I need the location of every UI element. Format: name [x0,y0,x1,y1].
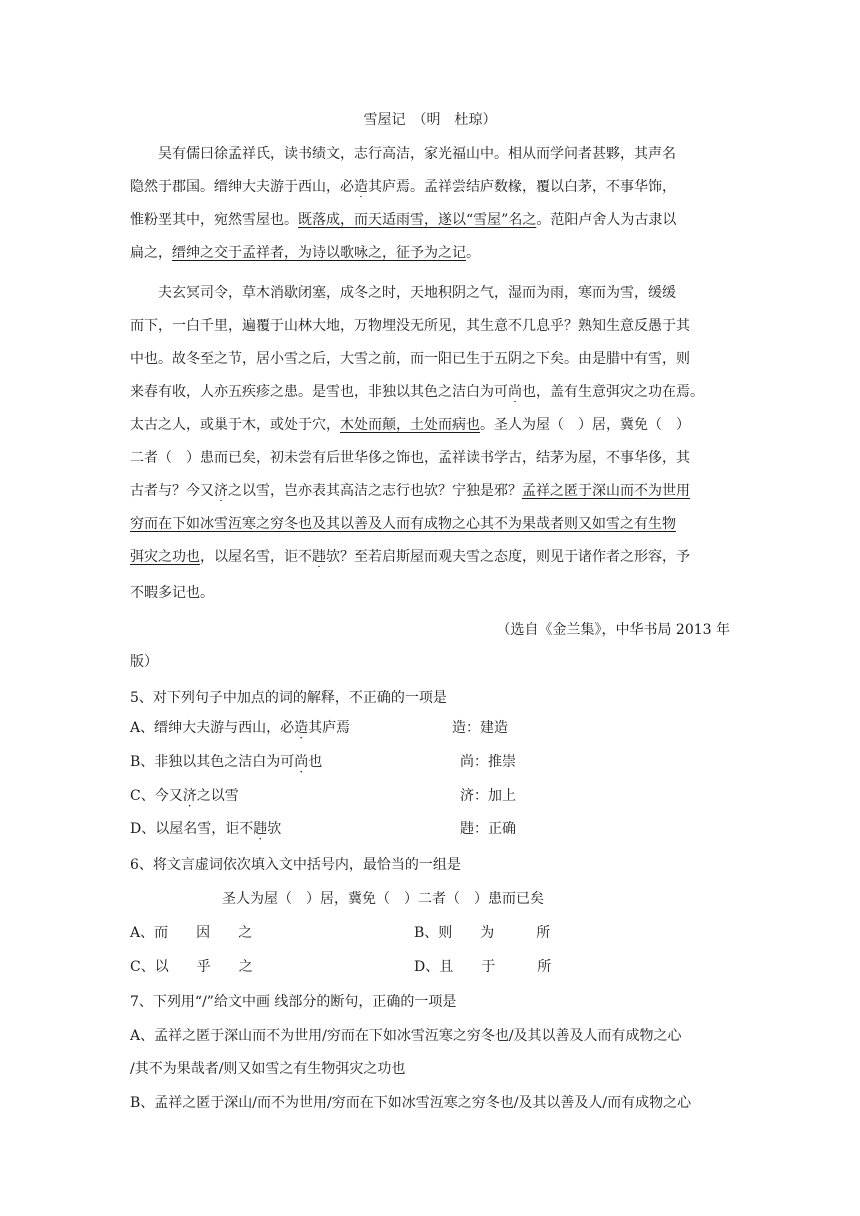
underlined-phrase: 穷而在下如冰雪沍寒之穷冬也及其以善及人而有成物之心其不为果哉者则又如雪之有生物 [130,516,676,532]
underlined-phrase: 既落成，而天适雨雪，遂以“雪屋”名之 [298,212,537,228]
para1-line3: 惟粉垩其中，宛然雪屋也。既落成，而天适雨雪，遂以“雪屋”名之。范阳卢舍人为古隶以 [130,212,677,228]
underlined-phrase: 弭灾之功也 [130,549,200,565]
q5-option-c-explanation: 济：加上 [460,788,516,804]
q5-stem: 5、对下列句子中加点的词的解释，不正确的一项是 [130,690,447,706]
q5-option-a: A、缙绅大夫游与西山，必造其庐焉 [130,720,351,736]
q5-option-c: C、今又济之以雪 [130,788,239,804]
dotted-char: 尚 [508,384,522,400]
dotted-char: 韪 [253,821,268,837]
q7-option-a-line1: A、孟祥之匿于深山而不为世用/穷而在下如冰雪沍寒之穷冬也/及其以善及人而有成物之心 [130,1028,682,1044]
q5-option-b-explanation: 尚：推崇 [460,754,516,770]
dotted-char: 济 [182,788,197,804]
q6-option-a: A、而 因 之 [130,925,253,941]
source-citation-cont: 版） [130,654,158,670]
dotted-char: 造 [294,720,309,736]
dotted-char: 济 [214,483,228,499]
q5-option-a-explanation: 造：建造 [452,720,508,736]
q7-stem: 7、下列用“/”给文中画 线部分的断句，正确的一项是 [130,994,457,1010]
para2-line6: 二者（ ）患而已矣，初未尝有后世华侈之饰也，孟祥读书学古，结茅为屋，不事华侈，其 [130,450,690,466]
q5-option-b: B、非独以其色之洁白为可尚也 [130,754,323,770]
underlined-phrase: 缙绅之交于孟祥者，为诗以歌咏之，征予为之记 [172,245,466,261]
q6-option-b: B、则 为 所 [414,925,551,941]
q6-option-d: D、且 于 所 [414,959,552,975]
source-citation: （选自《金兰集》，中华书局 2013 年 [496,622,730,638]
para2-line9: 弭灾之功也，以屋名雪，讵不韪欤？至若启斯屋而观夫雪之态度，则见于诸作者之形容，予 [130,549,690,565]
para2-line7: 古者与？今又济之以雪，岂亦表其高洁之志行也欤？宁独是邪？孟祥之匿于深山而不为世用 [130,483,690,499]
para1-line2: 隐然于郡国。缙绅大夫游于西山，必造其庐焉。孟祥尝结庐数椽，覆以白茅，不事华饰， [130,179,676,195]
q6-sentence: 圣人为屋（ ）居，冀免（ ）二者（ ）患而已矣 [222,891,544,907]
underlined-phrase: 孟祥之匿于深山而不为世用 [522,483,690,499]
q7-option-a-line2: /其不为果哉者/则又如雪之有生物弭灾之功也 [130,1061,406,1077]
q5-option-d: D、以屋名雪，讵不韪欤 [130,821,282,837]
para2-line2: 而下，一白千里，遍覆于山林大地，万物埋没无所见，其生意不几息乎？熟知生意反愚于其 [130,318,690,334]
dotted-char: 造 [354,179,368,195]
q5-option-d-explanation: 韪：正确 [460,821,516,837]
para1-line1: 吴有儒曰徐孟祥氏，读书绩文，志行高洁，家光福山中。相从而学问者甚夥，其声名 [158,146,676,162]
q7-option-b-line1: B、孟祥之匿于深山/而不为世用/穷而在下如冰雪沍寒之穷冬也/及其以善及人/而有成物之心 [130,1095,692,1111]
para2-line10: 不暇多记也。 [130,585,214,601]
para2-line5: 太古之人，或巢于木，或处于穴，木处而颠，土处而病也。圣人为屋（ ）居，冀免（ ） [130,417,690,433]
para2-line8 [130,514,730,534]
dotted-char: 韪 [312,549,326,565]
para2-line1: 夫玄冥司令，草木消歇闭塞，成冬之时，天地积阴之气，湿而为雨，寒而为雪，缓缓 [158,285,676,301]
underlined-phrase: 木处而颠，土处而病也 [340,417,480,433]
para1-line4: 扁之，缙绅之交于孟祥者，为诗以歌咏之，征予为之记。 [130,245,480,261]
q6-stem: 6、将文言虚词依次填入文中括号内，最恰当的一组是 [130,857,461,873]
para2-line3: 中也。故冬至之节，居小雪之后，大雪之前，而一阳已生于五阴之下矣。由是腊中有雪，则 [130,351,690,367]
essay-title: 雪屋记 （明 杜琼） [363,112,497,128]
q6-option-c: C、以 乎 之 [130,959,253,975]
dotted-char: 尚 [294,754,309,770]
para2-line4: 来春有收，人亦五疾疹之患。是雪也，非独以其色之洁白为可尚也，盖有生意弭灾之功在焉。 [130,384,704,400]
